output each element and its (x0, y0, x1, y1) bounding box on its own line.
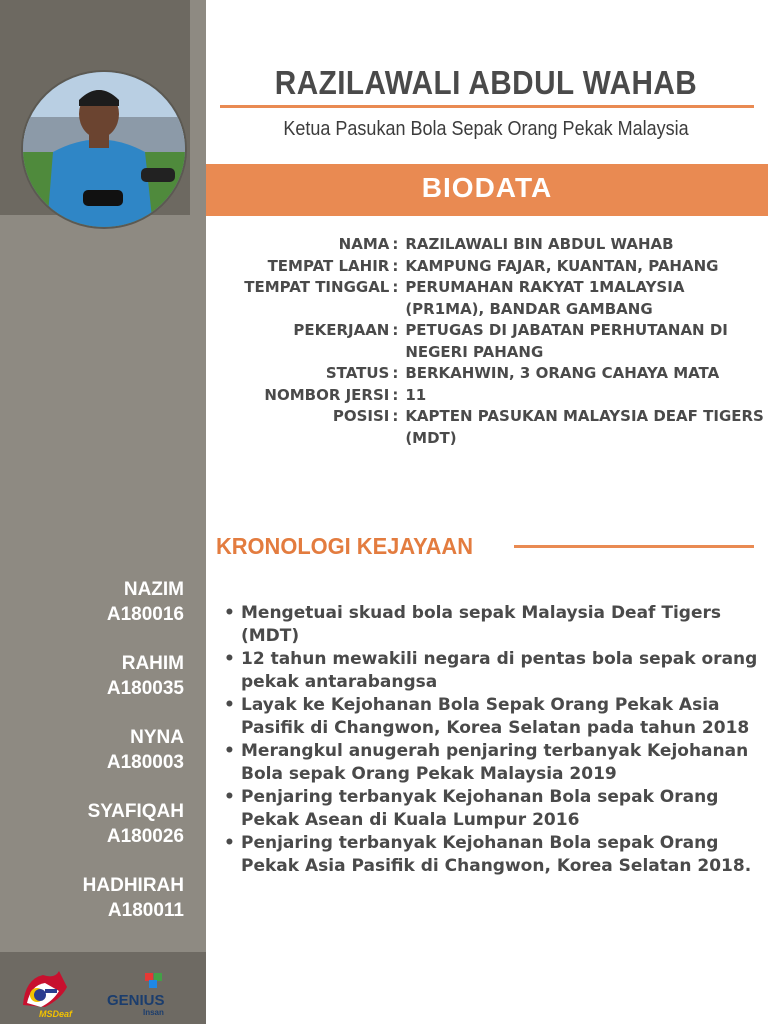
achievement-item: • 12 tahun mewakili negara di pentas bola sepak orang pekak antarabangsa (224, 648, 764, 694)
insan-logo-text: Insan (143, 1008, 164, 1017)
biodata-label: TEMPAT TINGGAL (244, 278, 390, 296)
biodata-row (212, 363, 764, 385)
biodata-label: NAMA (338, 235, 390, 253)
member-id: A180035 (106, 678, 184, 699)
biodata-separator: : (392, 278, 399, 296)
achievements-list (224, 602, 764, 878)
member-item (20, 577, 184, 627)
achievement-item: • Merangkul anugerah penjaring terbanyak Kejohanan Bola sepak Orang Pekak Malaysia 2019 (224, 740, 764, 786)
biodata-separator: : (392, 235, 399, 253)
biodata-value: KAPTEN PASUKAN MALAYSIA DEAF TIGERS (MDT) (405, 407, 764, 447)
title-underline (220, 105, 754, 108)
biodata-heading: BIODATA (421, 172, 553, 203)
msdeaf-logo (23, 971, 73, 1019)
achievement-item: • Layak ke Kejohanan Bola Sepak Orang Pekak Asia Pasifik di Changwon, Korea Selatan pada tahun 2018 (224, 694, 764, 740)
member-id: A180003 (106, 752, 184, 773)
member-id: A180011 (107, 900, 184, 921)
biodata-value: BERKAHWIN, 3 ORANG CAHAYA MATA (405, 364, 720, 382)
biodata-label: TEMPAT LAHIR (267, 256, 390, 275)
member-name: NYNA (130, 727, 184, 748)
genius-insan-logo (107, 973, 165, 1017)
page-subtitle: Ketua Pasukan Bola Sepak Orang Pekak Malaysia (283, 118, 689, 140)
biodata-separator: : (392, 364, 399, 382)
member-item (20, 873, 184, 923)
member-list (20, 577, 184, 947)
biodata-label: STATUS (325, 364, 390, 382)
avatar (21, 70, 187, 229)
biodata-value: RAZILAWALI BIN ABDUL WAHAB (405, 235, 674, 253)
biodata-row (212, 234, 764, 256)
genius-logo-text: GENIUS (107, 992, 165, 1009)
biodata-list (212, 234, 764, 449)
member-name: RAHIM (121, 653, 184, 674)
biodata-label: POSISI (332, 407, 390, 425)
biodata-value: PETUGAS DI JABATAN PERHUTANAN DI NEGERI PAHANG (405, 321, 728, 361)
member-name: HADHIRAH (82, 875, 184, 896)
biodata-row (212, 406, 764, 449)
member-item (20, 799, 184, 849)
achievement-item: • Penjaring terbanyak Kejohanan Bola sepak Orang Pekak Asean di Kuala Lumpur 2016 (224, 786, 764, 832)
biodata-row (212, 256, 764, 278)
member-id: A180026 (106, 826, 184, 847)
biodata-row (212, 385, 764, 407)
page-title: RAZILAWALI ABDUL WAHAB (274, 64, 698, 101)
biodata-row (212, 277, 764, 320)
logos (15, 965, 195, 1020)
member-name: NAZIM (123, 579, 184, 600)
achievements-heading: KRONOLOGI KEJAYAAN (216, 533, 474, 559)
biodata-label: NOMBOR JERSI (264, 385, 390, 404)
achievements-heading-line (514, 545, 754, 548)
biodata-value: 11 (405, 385, 427, 404)
biodata-label: PEKERJAAN (293, 321, 390, 339)
achievement-item: • Penjaring terbanyak Kejohanan Bola sepak Orang Pekak Asia Pasifik di Changwon, Korea Selatan 2018. (224, 832, 764, 878)
biodata-value: PERUMAHAN RAKYAT 1MALAYSIA (PR1MA), BANDAR GAMBANG (405, 278, 685, 318)
member-id: A180016 (106, 604, 184, 625)
biodata-separator: : (392, 321, 399, 339)
member-item (20, 651, 184, 701)
biodata-separator: : (392, 407, 399, 425)
biodata-row (212, 320, 764, 363)
biodata-value: KAMPUNG FAJAR, KUANTAN, PAHANG (405, 256, 719, 275)
achievement-item: • Mengetuai skuad bola sepak Malaysia Deaf Tigers (MDT) (224, 602, 764, 648)
member-item (20, 725, 184, 775)
msdeaf-logo-text: MSDeaf (39, 1009, 73, 1019)
biodata-separator: : (392, 256, 399, 275)
biodata-separator: : (392, 385, 399, 404)
member-name: SYAFIQAH (87, 801, 184, 822)
